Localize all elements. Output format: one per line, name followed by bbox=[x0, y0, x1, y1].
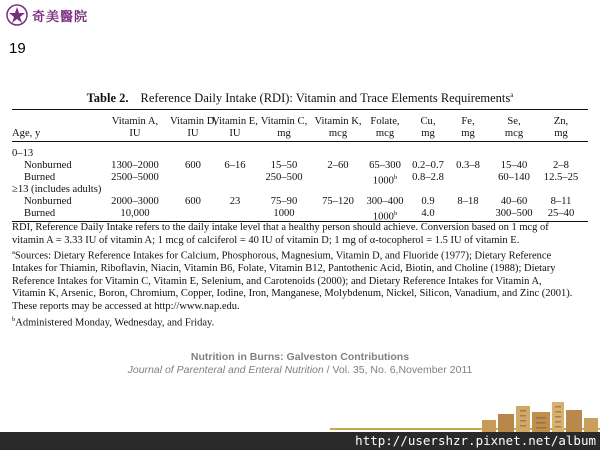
cell-zn: 8–11 bbox=[550, 196, 572, 207]
cell-cu: 0.8–2.8 bbox=[412, 172, 444, 183]
table-header-rule bbox=[12, 141, 588, 142]
cell-cu: 0.9 bbox=[421, 196, 435, 207]
cell-zn: 2–8 bbox=[553, 160, 569, 171]
cell-folate: 1000$^b$ bbox=[372, 174, 398, 187]
hospital-seal-icon bbox=[6, 4, 28, 26]
table-title-sup: a bbox=[510, 91, 514, 99]
col-header-zn: Zn, mg bbox=[553, 116, 569, 139]
slide-number: 19 bbox=[9, 40, 26, 57]
group-label-0-13: 0–13 bbox=[12, 148, 34, 159]
cell-vitamin-a: 2500–5000 bbox=[111, 172, 159, 183]
cell-vitamin-e: 6–16 bbox=[224, 160, 246, 171]
table-title bbox=[12, 91, 588, 106]
note-a-line-3: Reference Intakes for Vitamin C, Vitamin E, Selenium, and Carotenoids (2000); and Dietary Reference Intakes for Vitamin A, bbox=[12, 275, 542, 287]
cell-folate: 1000$^b$ bbox=[372, 210, 398, 223]
cell-vitamin-d: 600 bbox=[185, 160, 201, 171]
cell-vitamin-c: 75–90 bbox=[270, 196, 298, 207]
row-label: Nonburned bbox=[24, 196, 72, 207]
cell-cu: 0.2–0.7 bbox=[412, 160, 444, 171]
col-header-vitamin-k: Vitamin K, mcg bbox=[314, 116, 362, 139]
cell-fe: 0.3–8 bbox=[456, 160, 480, 171]
group-label-13-plus: ≥13 (includes adults) bbox=[12, 184, 102, 195]
table-number: Table 2. bbox=[86, 91, 129, 106]
row-label: Burned bbox=[24, 172, 56, 183]
cell-se: 15–40 bbox=[500, 160, 528, 171]
cell-folate: 65–300 bbox=[369, 160, 401, 171]
cell-vitamin-k: 75–120 bbox=[322, 196, 354, 207]
cell-vitamin-c: 1000 bbox=[273, 208, 295, 219]
col-header-vitamin-e: Vitamin E, IU bbox=[212, 116, 258, 139]
col-header-vitamin-c: Vitamin C, mg bbox=[260, 116, 308, 139]
cell-vitamin-e: 23 bbox=[229, 196, 241, 207]
cell-vitamin-k: 2–60 bbox=[327, 160, 349, 171]
note-a-line-4: Vitamin K, Arsenic, Boron, Chromium, Copper, Iodine, Iron, Manganese, Molybdenum, Nickel, Silicon, Vanadium, and Zinc (2001). bbox=[12, 288, 573, 300]
cell-zn: 12.5–25 bbox=[543, 172, 579, 183]
col-header-age: Age, y bbox=[12, 128, 41, 139]
cell-vitamin-d: 600 bbox=[185, 196, 201, 207]
cell-vitamin-a: 1300–2000 bbox=[111, 160, 159, 171]
note-a-line-2: Intakes for Thiamin, Riboflavin, Niacin, Vitamin B6, Folate, Vitamin B12, Pantothenic Acid, Biotin, and Choline (1988); Dietary bbox=[12, 263, 556, 275]
note-b-line: $^b$Administered Monday, Wednesday, and Friday. bbox=[12, 315, 215, 329]
table-footnotes bbox=[12, 222, 592, 330]
col-header-folate: Folate, mcg bbox=[370, 116, 400, 139]
hospital-logo bbox=[6, 4, 88, 26]
cell-fe: 8–18 bbox=[457, 196, 479, 207]
cell-zn: 25–40 bbox=[547, 208, 575, 219]
note-a-line-5: These reports may be accessed at http://www.nap.edu. bbox=[12, 301, 240, 313]
col-header-cu: Cu, mg bbox=[420, 116, 436, 139]
col-header-fe: Fe, mg bbox=[461, 116, 475, 139]
table-title-text: Reference Daily Intake (RDI): Vitamin and Trace Elements Requirements bbox=[140, 91, 511, 106]
row-label: Nonburned bbox=[24, 160, 72, 171]
note-rdi-line-1: RDI, Reference Daily Intake refers to the daily intake level that a healthy person should achieve. Conversion based on 1 mcg of bbox=[12, 222, 549, 233]
row-label: Burned bbox=[24, 208, 56, 219]
hospital-buildings-icon bbox=[480, 400, 600, 434]
citation-title: Nutrition in Burns: Galveston Contributions bbox=[190, 351, 410, 363]
cell-vitamin-a: 2000–3000 bbox=[111, 196, 159, 207]
note-rdi-line-2: vitamin A = 3.33 IU of vitamin A; 1 mcg of calciferol = 40 IU of vitamin D; 1 mg of α-tocopherol = 1.5 IU of vitamin E. bbox=[12, 234, 520, 246]
cell-vitamin-c: 15–50 bbox=[270, 160, 298, 171]
citation-journal bbox=[0, 364, 600, 376]
cell-vitamin-c: 250–500 bbox=[265, 172, 303, 183]
journal-details: / Vol. 35, No. 6,November 2011 bbox=[323, 364, 473, 376]
table-top-rule bbox=[12, 109, 588, 110]
cell-vitamin-a: 10,000 bbox=[120, 208, 150, 219]
col-header-vitamin-a: Vitamin A, IU bbox=[111, 116, 159, 139]
cell-se: 60–140 bbox=[498, 172, 530, 183]
cell-se: 40–60 bbox=[500, 196, 528, 207]
note-a-line-1: $^a$Sources: Dietary Reference Intakes for Calcium, Phosphorous, Magnesium, Vitamin D, and Fluoride (1977); Dietary Reference bbox=[12, 249, 552, 262]
logo-text: 奇美醫院 bbox=[32, 9, 89, 25]
col-header-se: Se, mcg bbox=[504, 116, 524, 139]
journal-name: Journal of Parenteral and Enteral Nutrition bbox=[127, 364, 324, 376]
cell-folate: 300–400 bbox=[366, 196, 404, 207]
cell-se: 300–500 bbox=[495, 208, 533, 219]
col-header-vitamin-d: Vitamin D, IU bbox=[170, 116, 218, 139]
cell-cu: 4.0 bbox=[421, 208, 435, 219]
watermark-url: http://usershzr.pixnet.net/album bbox=[355, 433, 596, 448]
